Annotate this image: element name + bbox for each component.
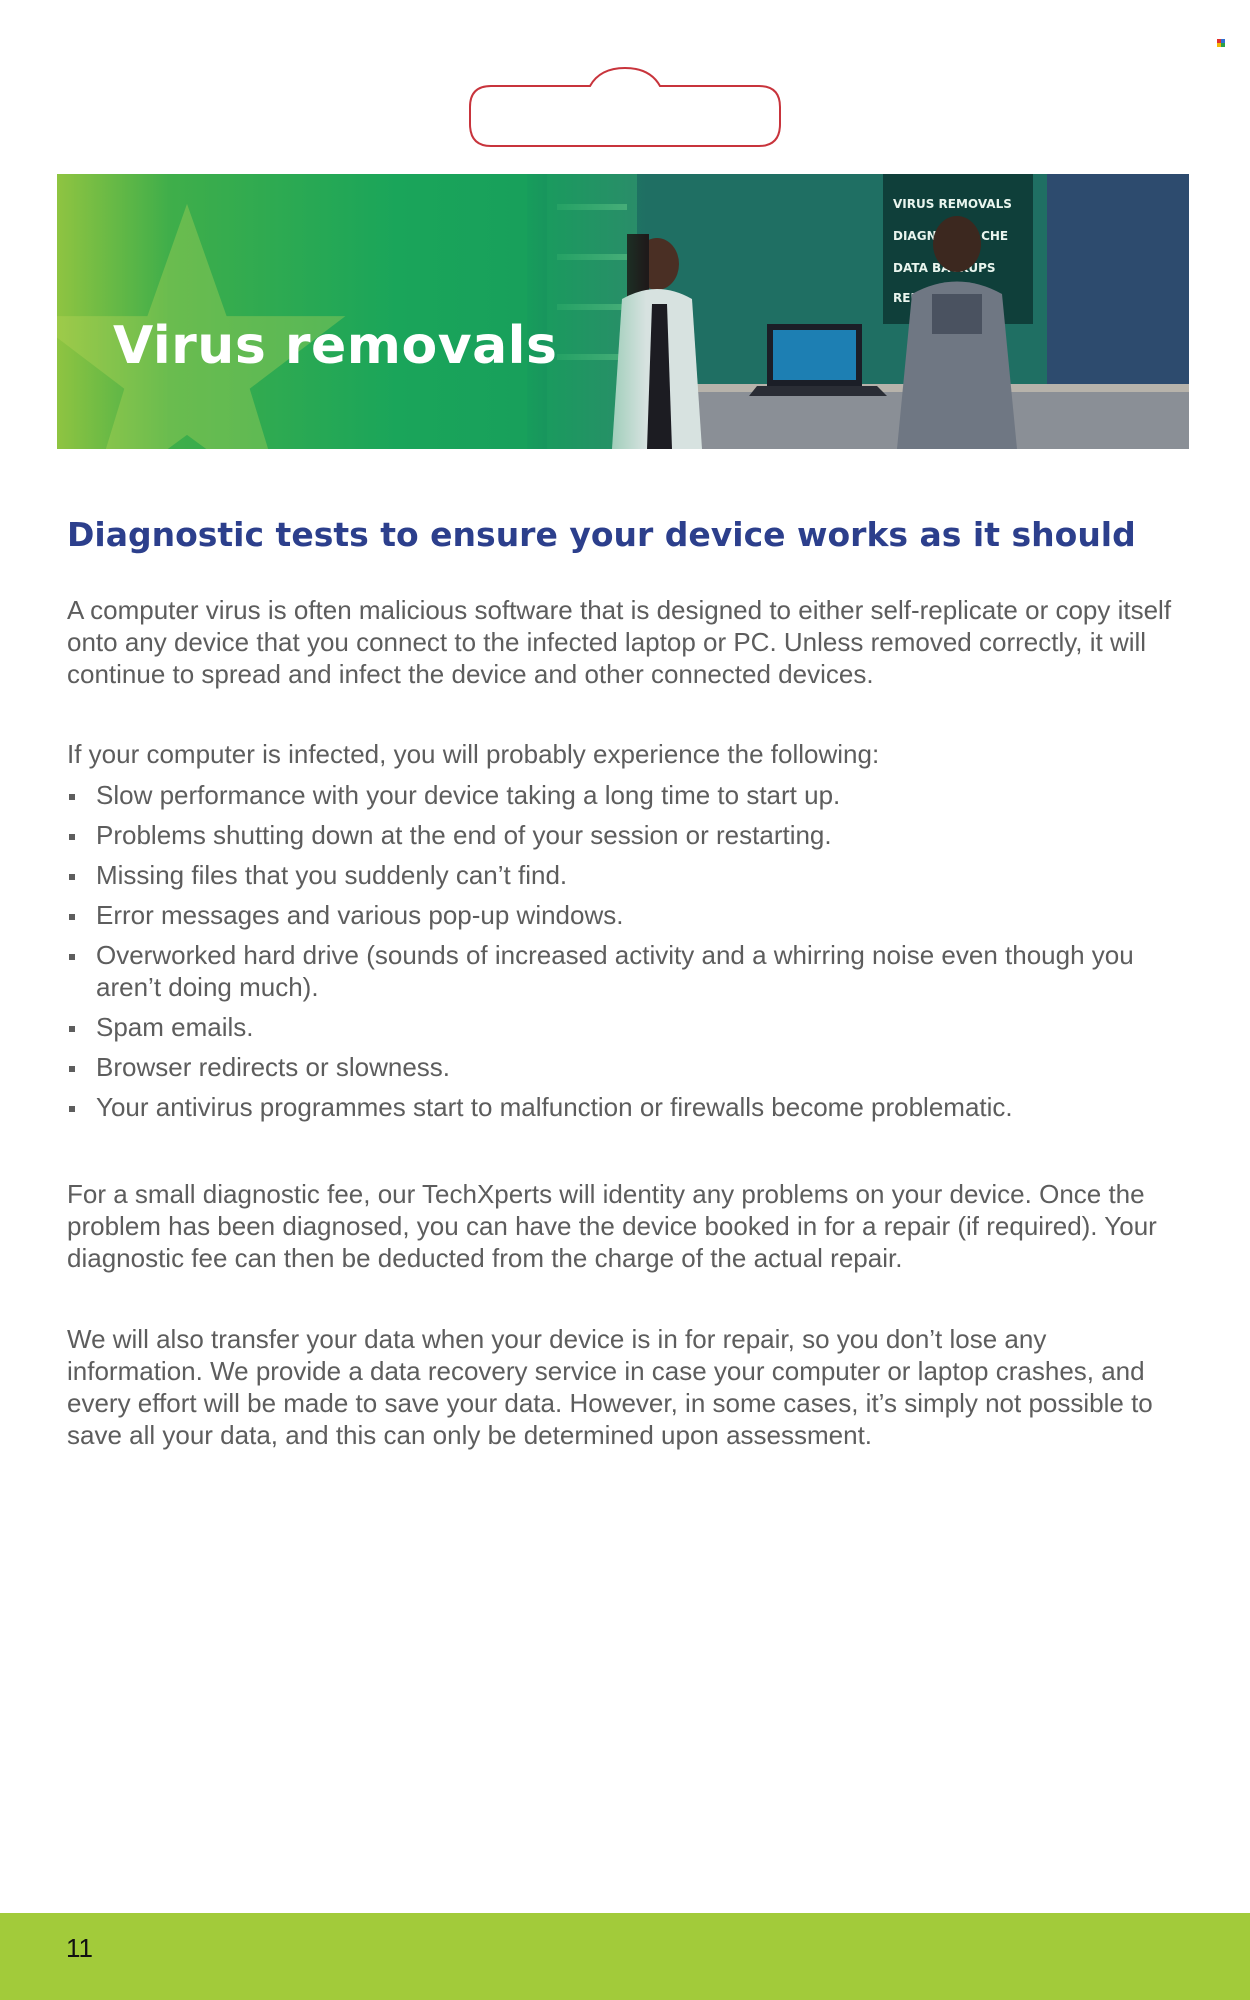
bullet-icon	[69, 914, 75, 920]
list-item: Error messages and various pop-up windows.	[67, 899, 1187, 931]
list-item: Your antivirus programmes start to malfunction or firewalls become problematic.	[67, 1091, 1187, 1123]
bullet-icon	[69, 794, 75, 800]
bullet-icon	[69, 874, 75, 880]
corner-logo-mark	[1217, 39, 1226, 48]
footer-bar	[0, 1913, 1250, 2000]
list-item: Missing files that you suddenly can’t find.	[67, 859, 1187, 891]
bullet-icon	[69, 1026, 75, 1032]
symptoms-list	[67, 779, 1187, 1131]
list-item: Slow performance with your device taking a long time to start up.	[67, 779, 1187, 811]
section-heading: Diagnostic tests to ensure your device works as it should	[67, 515, 1136, 554]
list-item: Overworked hard drive (sounds of increased activity and a whirring noise even though you aren’t doing much).	[67, 939, 1187, 1003]
data-transfer-paragraph: We will also transfer your data when your device is in for repair, so you don’t lose any information. We provide a data recovery service in case your computer or laptop crashes, and every effort will be made to save your data. However, in some cases, it’s simply not possible to save all your data, and this can only be determined upon assessment.	[67, 1324, 1153, 1450]
bullet-icon	[69, 1066, 75, 1072]
list-item: Browser redirects or slowness.	[67, 1051, 1187, 1083]
intro-paragraph: A computer virus is often malicious software that is designed to either self-replicate or copy itself onto any device that you connect to the infected laptop or PC. Unless removed correctly, it will continue to spread and infect the device and other connected devices.	[67, 595, 1172, 689]
banner-title: Virus removals	[113, 316, 558, 376]
list-item: Spam emails.	[67, 1011, 1187, 1043]
bullet-icon	[69, 834, 75, 840]
list-item: Problems shutting down at the end of your session or restarting.	[67, 819, 1187, 851]
store-photo	[527, 174, 1189, 449]
header-tab-outline	[466, 66, 784, 150]
hero-banner	[57, 174, 1189, 449]
bullet-icon	[69, 1106, 75, 1112]
page-number: 11	[66, 1933, 93, 1963]
bullet-icon	[69, 954, 75, 960]
diagnostic-fee-paragraph: For a small diagnostic fee, our TechXperts will identity any problems on your device. Once the problem has been diagnosed, you can have the device booked in for a repair (if required). Your diagnostic fee can then be deducted from the charge of the actual repair.	[67, 1179, 1157, 1273]
symptoms-lead: If your computer is infected, you will probably experience the following:	[67, 739, 880, 769]
